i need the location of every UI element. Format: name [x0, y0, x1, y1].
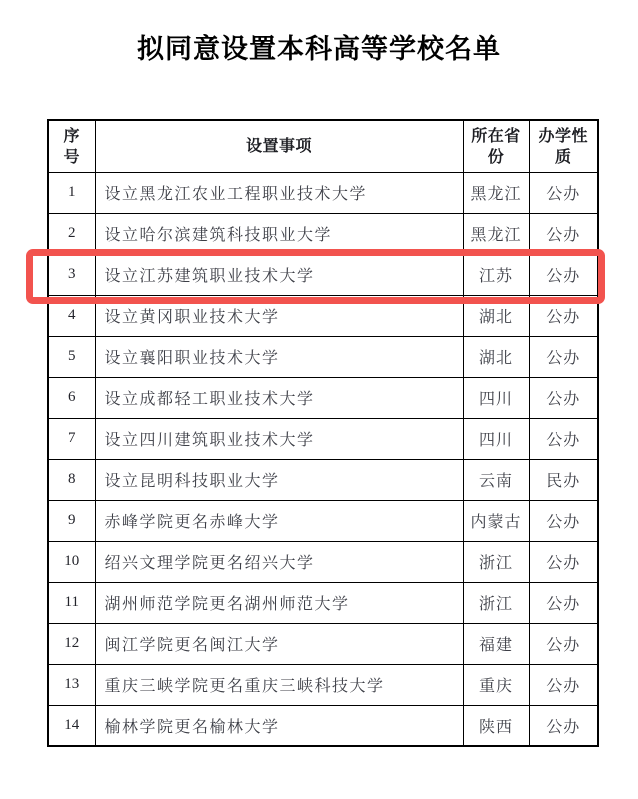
cell-nature: 公办	[529, 705, 598, 746]
cell-nature: 公办	[529, 500, 598, 541]
table-row	[48, 336, 598, 377]
table-row	[48, 582, 598, 623]
table-row	[48, 705, 598, 746]
cell-item: 设立黄冈职业技术大学	[95, 295, 463, 336]
cell-province: 湖北	[463, 295, 529, 336]
table-row	[48, 254, 598, 295]
table-row	[48, 623, 598, 664]
cell-row-number: 14	[48, 705, 95, 746]
cell-nature: 公办	[529, 623, 598, 664]
cell-item: 设立成都轻工职业技术大学	[95, 377, 463, 418]
cell-nature: 公办	[529, 664, 598, 705]
cell-province: 黑龙江	[463, 172, 529, 213]
universities-table	[47, 119, 599, 747]
cell-item: 绍兴文理学院更名绍兴大学	[95, 541, 463, 582]
cell-province: 福建	[463, 623, 529, 664]
cell-row-number: 4	[48, 295, 95, 336]
table-row	[48, 500, 598, 541]
cell-province: 陕西	[463, 705, 529, 746]
cell-row-number: 7	[48, 418, 95, 459]
col-header-no: 序号	[48, 120, 95, 172]
cell-item: 重庆三峡学院更名重庆三峡科技大学	[95, 664, 463, 705]
cell-item: 设立江苏建筑职业技术大学	[95, 254, 463, 295]
cell-nature: 公办	[529, 254, 598, 295]
cell-item: 设立襄阳职业技术大学	[95, 336, 463, 377]
cell-row-number: 5	[48, 336, 95, 377]
table-row	[48, 213, 598, 254]
col-header-nature: 办学性质	[529, 120, 598, 172]
cell-nature: 公办	[529, 172, 598, 213]
cell-item: 榆林学院更名榆林大学	[95, 705, 463, 746]
table-header-row	[48, 120, 598, 172]
cell-row-number: 9	[48, 500, 95, 541]
page-title: 拟同意设置本科高等学校名单	[137, 34, 501, 65]
cell-nature: 公办	[529, 377, 598, 418]
cell-row-number: 1	[48, 172, 95, 213]
table-row	[48, 418, 598, 459]
cell-province: 云南	[463, 459, 529, 500]
table-row	[48, 541, 598, 582]
table-row	[48, 664, 598, 705]
cell-row-number: 11	[48, 582, 95, 623]
cell-nature: 公办	[529, 295, 598, 336]
cell-row-number: 10	[48, 541, 95, 582]
cell-nature: 公办	[529, 213, 598, 254]
cell-nature: 民办	[529, 459, 598, 500]
cell-province: 湖北	[463, 336, 529, 377]
cell-row-number: 12	[48, 623, 95, 664]
cell-item: 设立四川建筑职业技术大学	[95, 418, 463, 459]
cell-nature: 公办	[529, 336, 598, 377]
table-row	[48, 459, 598, 500]
cell-item: 湖州师范学院更名湖州师范大学	[95, 582, 463, 623]
cell-province: 四川	[463, 377, 529, 418]
cell-row-number: 13	[48, 664, 95, 705]
cell-province: 内蒙古	[463, 500, 529, 541]
cell-province: 四川	[463, 418, 529, 459]
cell-item: 设立哈尔滨建筑科技职业大学	[95, 213, 463, 254]
cell-province: 黑龙江	[463, 213, 529, 254]
col-header-province: 所在省份	[463, 120, 529, 172]
col-header-item: 设置事项	[95, 120, 463, 172]
table-row	[48, 295, 598, 336]
cell-row-number: 6	[48, 377, 95, 418]
cell-item: 设立昆明科技职业大学	[95, 459, 463, 500]
cell-row-number: 8	[48, 459, 95, 500]
table-row	[48, 377, 598, 418]
cell-row-number: 2	[48, 213, 95, 254]
cell-province: 浙江	[463, 541, 529, 582]
cell-province: 重庆	[463, 664, 529, 705]
cell-item: 设立黑龙江农业工程职业技术大学	[95, 172, 463, 213]
cell-province: 江苏	[463, 254, 529, 295]
table-row	[48, 172, 598, 213]
cell-nature: 公办	[529, 541, 598, 582]
cell-nature: 公办	[529, 582, 598, 623]
cell-nature: 公办	[529, 418, 598, 459]
cell-item: 赤峰学院更名赤峰大学	[95, 500, 463, 541]
cell-row-number: 3	[48, 254, 95, 295]
cell-province: 浙江	[463, 582, 529, 623]
cell-item: 闽江学院更名闽江大学	[95, 623, 463, 664]
